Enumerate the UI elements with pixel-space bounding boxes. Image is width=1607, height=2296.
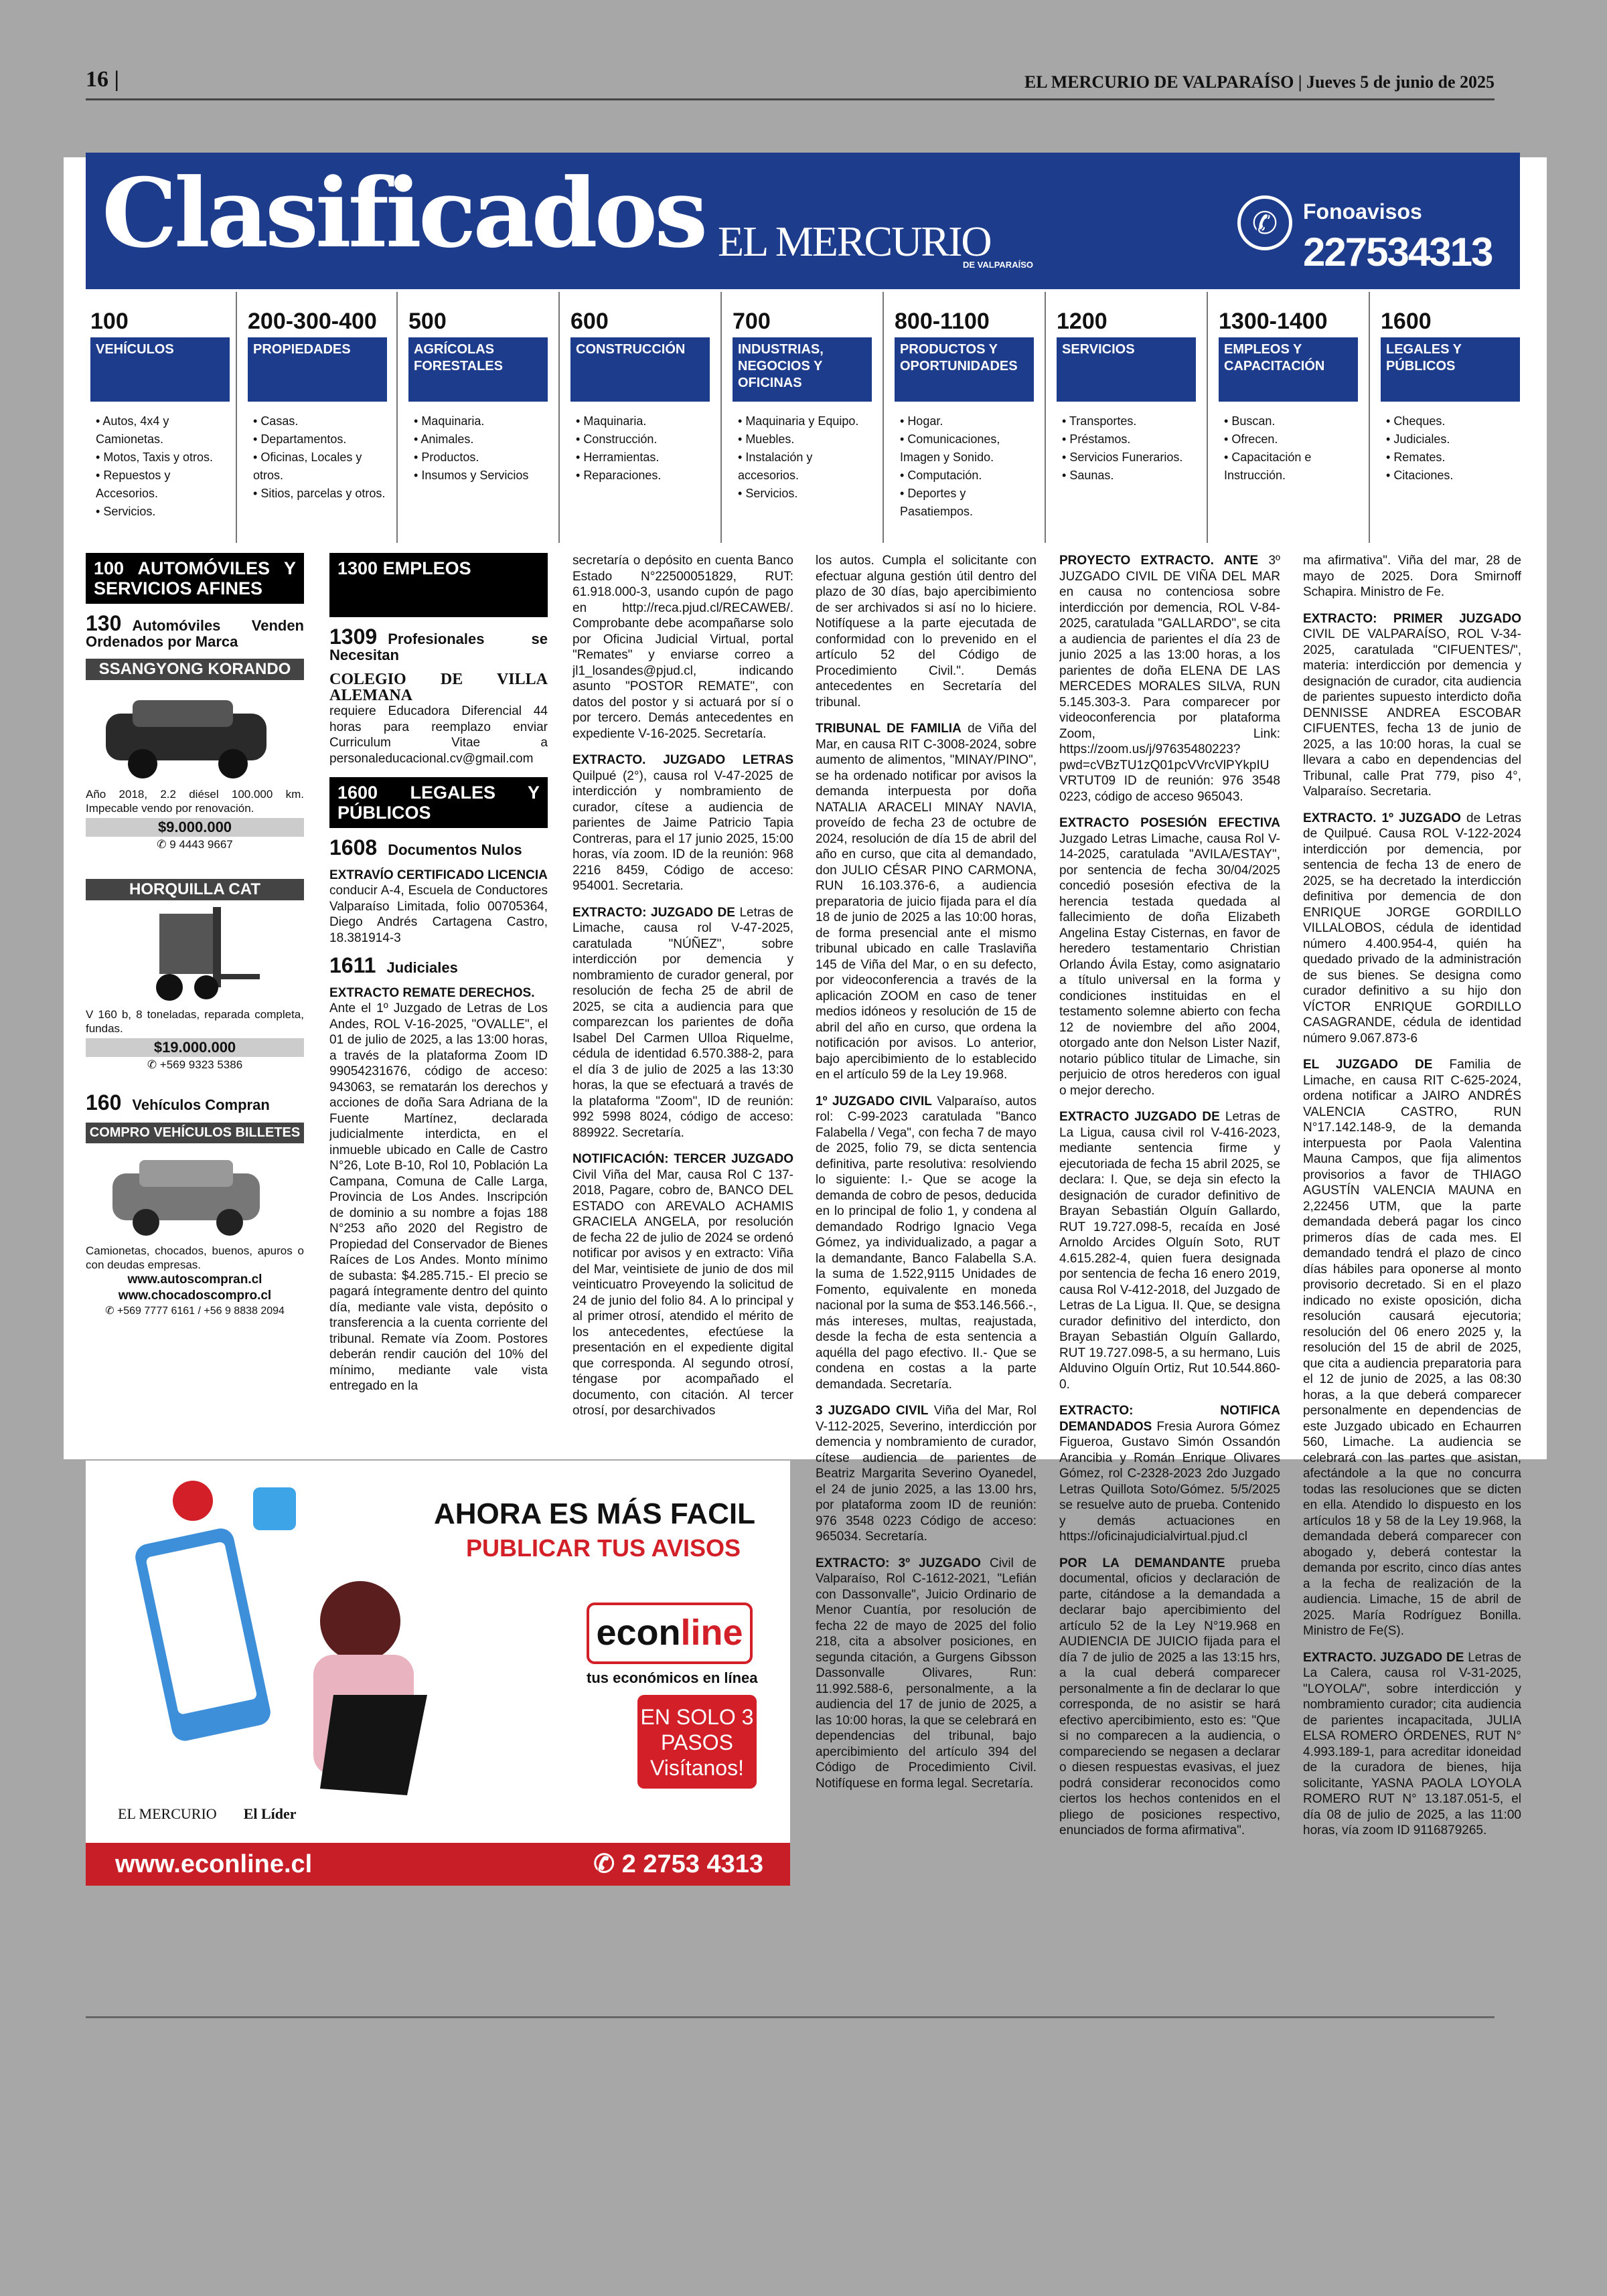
- notice-title: EXTRACTO REMATE DERECHOS.: [329, 985, 535, 1000]
- notice-text: de Letras de Quilpué. Causa ROL V-122-2024 interdicción por demencia, por sentencia de fecha 13 de enero de 2025, se ha decretado la interdicción definitiva por demencia de don ENRIQUE JORGE GORDILLO VILLALOBOS, cédula de identidad número 4.400.954-4, quién ha quedado privado de la administración de sus bienes. Se designa como curador definitivo a su hijo don VÍCTOR ENRIQUE GORDILLO CASAGRANDE, cédula de identidad número 9.067.873-6: [1303, 811, 1521, 1046]
- legal-notice: [816, 721, 1037, 1083]
- notice-text: CIVIL DE VALPARAÍSO, ROL V-34-2025, caratulada "CIFUENTES/", materia: interdicción por demencia y designación de curador, cita audiencia de parientes supuesto interdicto doña DENNISSE ANDREA ESCOBAR CIFUENTES, fecha 13 de junio de 2025, a las 10:00 horas, la cual se llevara a cabo en dependencias del Tribunal, calle Prat 779, piso 4°, Valparaíso. Secretaria.: [1303, 627, 1521, 799]
- ad-title: COLEGIO DE VILLA ALEMANA: [329, 671, 548, 704]
- subsection-1309: 1309 Profesionales se Necesitan: [329, 625, 548, 663]
- category-item: • Servicios.: [738, 485, 872, 503]
- category-number: 1300-1400: [1219, 309, 1328, 334]
- notice-title: EL JUZGADO DE: [1303, 1058, 1433, 1072]
- ad-headline: AHORA ES MÁS FACIL: [434, 1497, 755, 1530]
- category-item: • Maquinaria.: [576, 412, 710, 430]
- category-item: • Transportes.: [1062, 412, 1196, 430]
- ad-subheadline: PUBLICAR TUS AVISOS: [466, 1534, 741, 1562]
- notice-title: EXTRACTO. JUZGADO DE: [1303, 1650, 1464, 1665]
- legal-notice: [816, 553, 1037, 710]
- category-label: LEGALES Y PÚBLICOS: [1381, 337, 1520, 402]
- notice-title: TRIBUNAL DE FAMILIA: [816, 722, 962, 736]
- category-item: • Saunas.: [1062, 467, 1196, 485]
- ad-title: SSANGYONG KORANDO: [86, 659, 304, 680]
- category-600: [570, 308, 710, 542]
- econline-website[interactable]: www.econline.cl: [115, 1850, 313, 1878]
- ad-price: $9.000.000: [86, 818, 304, 837]
- econline-ad: [86, 1461, 790, 1886]
- legal-notice: [1303, 611, 1521, 800]
- ad-website: www.autoscompran.cl: [127, 1273, 262, 1287]
- category-item: • Casas.: [253, 412, 387, 430]
- category-list: [570, 412, 710, 485]
- category-item: • Maquinaria y Equipo.: [738, 412, 872, 430]
- ad-text: Año 2018, 2.2 diésel 100.000 km. Impecable vendo por renovación.: [86, 787, 304, 815]
- category-item: • Préstamos.: [1062, 430, 1196, 448]
- notice-title: 3 JUZGADO CIVIL: [816, 1404, 929, 1418]
- category-item: • Muebles.: [738, 430, 872, 448]
- category-item: • Remates.: [1386, 448, 1520, 467]
- column-divider: [558, 292, 560, 543]
- category-label: CONSTRUCCIÓN: [570, 337, 710, 402]
- suv-photo: [86, 1143, 304, 1244]
- ad-colegio: [329, 672, 548, 766]
- notice-title: NOTIFICACIÓN: TERCER JUZGADO: [572, 1152, 793, 1166]
- category-item: • Comunicaciones, Imagen y Sonido.: [900, 430, 1034, 467]
- category-number: 1600: [1381, 309, 1432, 334]
- notice-text: ma afirmativa". Viña del mar, 28 de mayo de 2025. Dora Smirnoff Schapira. Ministro de Fe.: [1303, 554, 1521, 599]
- category-item: • Instalación y accesorios.: [738, 448, 872, 485]
- column-divider: [720, 292, 722, 543]
- subsection-1611: 1611 Judiciales: [329, 953, 458, 977]
- ad-text: Camionetas, chocados, buenos, apuros o con deudas empresas.: [86, 1244, 304, 1271]
- category-800-1100: [895, 308, 1034, 542]
- folio-date: EL MERCURIO DE VALPARAÍSO | Jueves 5 de junio de 2025: [1024, 72, 1495, 92]
- notice-title: EXTRACTO JUZGADO DE: [1059, 1110, 1220, 1124]
- category-label: SERVICIOS: [1057, 337, 1196, 402]
- notice-title: 1º JUZGADO CIVIL: [816, 1094, 932, 1109]
- category-item: • Deportes y Pasatiempos.: [900, 485, 1034, 521]
- notice-title: POR LA DEMANDANTE: [1059, 1556, 1225, 1570]
- category-item: • Servicios.: [96, 503, 230, 521]
- ad-title: HORQUILLA CAT: [86, 879, 304, 900]
- notice-text: secretaría o depósito en cuenta Banco Estado N°22500051829, RUT: 61.918.000-3, usando cupón de pago en http://reca.pjud.cl/RECAWEB/. Comprobante debe acompañarse solo por Oficina Judicial Virtual, portal "Remates" y enviarse correo a jl1_losandes@pjud.cl, indicando asunto "POSTOR REMATE", con datos del postor y si actuará por sí o por tercero. Demás antecedentes en expediente V-16-2025. Secretaría.: [572, 554, 793, 741]
- notice-text: Civil Viña del Mar, causa Rol C 137-2018, Pagare, cobro de, BANCO DEL ESTADO con AREVALO ACHAMIS GRACIELA ANGELA, por resolución de fecha 22 de julio de 2024 se ordenó notificar por avisos y en extracto: Viña del Mar, veintisiete de junio de dos mil veinticuatro Proveyendo la solicitud de 24 de junio del folio 84. A lo principal y al primer otrosí, atendido el mérito de los antecedentes, efectúese la presentación en el expediente digital que corresponda. Al segundo otrosí, téngase por acompañado el documento, con citación. Al tercer otrosí, por desarchivados: [572, 1167, 793, 1418]
- column-vehicles: [86, 553, 304, 1457]
- ad-phone: ✆ +569 9323 5386: [147, 1058, 243, 1071]
- category-label: PROPIEDADES: [248, 337, 387, 402]
- category-label: INDUSTRIAS, NEGOCIOS Y OFICINAS: [733, 337, 872, 402]
- notice-title: EXTRACTO POSESIÓN EFECTIVA: [1059, 816, 1280, 830]
- category-item: • Oficinas, Locales y otros.: [253, 448, 387, 485]
- notice-title: EXTRAVÍO CERTIFICADO LICENCIA: [329, 868, 548, 882]
- category-list: [733, 412, 872, 503]
- notice-text: Letras de La Ligua, causa civil rol V-416-2023, mediante sentencia firme y ejecutoriada de fecha 15 abril 2025, se declara: I. Que, se deja sin efecto la designación de curador definitivo de Brayan Sebastián Olguín Gallardo, RUT 19.727.098-5, recaída en José Arnoldo Arcides Olguín Soto, RUT 4.615.282-4, quien fuera designada por sentencia de fecha 16 enero 2019, causa Rol V-412-2018, del Juzgado de Letras de La Ligua. II. Que, se designa curador definitivo del interdicto, don Brayan Sebastián Olguín Gallardo, RUT 19.727.098-5, a su hermano, Luis Alduvino Olguín Ortiz, Rut 10.544.860-0.: [1059, 1110, 1280, 1392]
- category-item: • Autos, 4x4 y Camionetas.: [96, 412, 230, 448]
- category-number: 100: [90, 309, 129, 334]
- category-item: • Judiciales.: [1386, 430, 1520, 448]
- legal-notice: [1303, 1650, 1521, 1839]
- category-label: EMPLEOS Y CAPACITACIÓN: [1219, 337, 1358, 402]
- category-list: [1381, 412, 1520, 485]
- notice-text: prueba documental, oficios y declaración de parte, citándose a la demandada a declarar bajo apercibimiento del artículo 52 de la Ley N°19.968 en AUDIENCIA DE JUICIO fijada para el día 7 de julio de 2025 a las 13:15 hrs, a la cual deberá comparecer personalmente a fin de declarar lo que corresponda, de no asistir se hará efectivo apercibimiento, esto es: "Que si no comparecen a la audiencia, o compareciendo se negasen a declarar o diesen respuestas evasivas, el juez podrá considerar reconocidos como ciertos los hechos contenidos en el pliego de posiciones respectivo, enunciados de forma afirmativa".: [1059, 1556, 1280, 1837]
- category-item: • Sitios, parcelas y otros.: [253, 485, 387, 503]
- notice-title: EXTRACTO. 1º JUZGADO: [1303, 811, 1461, 825]
- category-label: PRODUCTOS Y OPORTUNIDADES: [895, 337, 1034, 402]
- category-700: [733, 308, 872, 542]
- column-empleos: [329, 553, 548, 1457]
- notice-text: Juzgado Letras Limache, causa Rol V-14-2025, caratulada "AVILA/ESTAY", por sentencia de fecha 30/04/2025 concedió posesión efectiva de la herencia testada quedada al fallecimiento de doña Elizabeth Angelina Estay Cisternas, en favor de heredero testamentario Christian Orlando Ávila Estay, como asignatario a título universal en la forma y condiciones instituidas en el testamento solemne abierto con fecha 12 de noviembre del año 2004, otorgado ante don Nelson Lister Nazif, notario público titular de Limache, sin perjuicio de otros herederos con igual o mejor derecho.: [1059, 831, 1280, 1098]
- column-divider: [1045, 292, 1046, 543]
- classifieds-banner: [86, 153, 1520, 289]
- legal-notice: [1303, 811, 1521, 1047]
- category-item: • Cheques.: [1386, 412, 1520, 430]
- ad-compro: [86, 1123, 304, 1319]
- column-divider: [1207, 292, 1208, 543]
- section-title: Clasificados: [102, 158, 705, 269]
- category-100: [90, 308, 230, 542]
- ad-text: V 160 b, 8 toneladas, reparada completa, fundas.: [86, 1007, 304, 1035]
- category-item: • Hogar.: [900, 412, 1034, 430]
- notice-title: PROYECTO EXTRACTO. ANTE: [1059, 554, 1259, 568]
- category-200-300-400: [248, 308, 387, 542]
- category-item: • Motos, Taxis y otros.: [96, 448, 230, 467]
- column-divider: [883, 292, 884, 543]
- category-list: [248, 412, 387, 503]
- ad-phone: ✆ 9 4443 9667: [157, 837, 233, 851]
- notice-title: EXTRACTO: PRIMER JUZGADO: [1303, 611, 1521, 626]
- legal-notice: [816, 1556, 1037, 1792]
- legal-notice: [1059, 1109, 1280, 1392]
- ad-text: requiere Educadora Diferencial 44 horas para reemplazo enviar Curriculum Vitae a personaleducacional.cv@gmail.com: [329, 704, 548, 766]
- category-item: • Repuestos y Accesorios.: [96, 467, 230, 503]
- category-item: • Animales.: [414, 430, 548, 448]
- category-item: • Computación.: [900, 467, 1034, 485]
- notice-text: Letras de La Calera, causa rol V-31-2025, "LOYOLA/", sobre interdicción y nombramiento curador; cita audiencia de parientes incapacitada, JULIA ELSA ROMERO ÓRDENES, RUT N° 4.993.189-1, para acreditar idoneidad de la curadora de bienes, hija solicitante, YASNA PAOLA LOYOLA ROMERO RUT N° 13.187.051-5, el día 08 de julio de 2025, a las 11:00 horas, vía zoom ID 9116879265.: [1303, 1650, 1521, 1837]
- category-number: 700: [733, 309, 771, 334]
- category-item: • Maquinaria.: [414, 412, 548, 430]
- category-item: • Herramientas.: [576, 448, 710, 467]
- category-1300-1400: [1219, 308, 1358, 542]
- page-number: 16 |: [86, 67, 119, 92]
- column-legal-3: [572, 553, 793, 1457]
- legal-notice: [1059, 553, 1280, 805]
- car-photo: [86, 680, 304, 787]
- category-item: • Citaciones.: [1386, 467, 1520, 485]
- category-list: [90, 412, 230, 521]
- fonoavisos-label: Fonoavisos: [1303, 199, 1422, 224]
- ad-ssangyong: [86, 659, 304, 852]
- legal-notice: [572, 1151, 793, 1419]
- category-number: 500: [408, 309, 447, 334]
- category-item: • Buscan.: [1224, 412, 1358, 430]
- category-list: [408, 412, 548, 485]
- notice-title: EXTRACTO: NOTIFICA DEMANDADOS: [1059, 1404, 1280, 1434]
- econline-tagline: tus económicos en línea: [587, 1669, 758, 1686]
- legal-notice: [572, 553, 793, 742]
- ad-website: www.chocadoscompro.cl: [118, 1288, 272, 1303]
- notice-text: 3º JUZGADO CIVIL DE VIÑA DEL MAR en causa no contenciosa sobre interdicción por demencia, ROL V-84-2025, caratulada "GALLARDO", se cita a audiencia de parientes el día 23 de junio 2025 a las 13:00 horas, a los parientes de doña ELENA DE LAS MERCEDES MORALES SILVA, RUN 5.145.303-3. Para comparecer por videoconferencia por plataforma Zoom, Link: https://zoom.us/j/97635480223?pwd=cVBzTU1zQ01pcVVrcVlPYkpIU VRTUT09 ID de reunión: 976 3548 0223, código de acceso 965043.: [1059, 554, 1280, 804]
- category-item: • Capacitación e Instrucción.: [1224, 448, 1358, 485]
- subsection-130: 130 Automóviles Venden Ordenados por Marca: [86, 611, 304, 650]
- notice-text: Ante el 1º Juzgado de Letras de Los Andes, ROL V-16-2025, "OVALLE", el 01 de julio de 2025, a las 13:00 horas, a través de la plataforma Zoom ID 99054231676, código de acceso: 943063, se rematarán los derechos y acciones de doña Sara Adriana de la Fuente Martínez, declarada judicialmente interdicta, en el inmueble ubicado en Calle de Castro N°26, Lote B-10, Rol 10, Población La Campana, Comuna de Calle Larga, Provincia de Los Andes. Inscripción de dominio a su nombre a fojas 188 N°253 año 2020 del Registro de Propiedad del Conservador de Bienes Raíces de Los Andes. Monto mínimo de subasta: $4.285.715.- El precio se pagará íntegramente dentro del quinto día, mediante vale vista, depósito o transferencia a la cuenta corriente del tribunal. Remate vía Zoom. Postores deberán rendir caución del 10% del mínimo, mediante vale vista entregado en la: [329, 1001, 548, 1393]
- forklift-photo: [86, 900, 304, 1007]
- category-500: [408, 308, 548, 542]
- ad-price: $19.000.000: [86, 1038, 304, 1057]
- legal-notice: [572, 752, 793, 894]
- legal-notice: [816, 1094, 1037, 1393]
- bottom-rule: [86, 2016, 1495, 2018]
- brand-logo: EL MERCURIO: [718, 218, 991, 265]
- category-1600: [1381, 308, 1520, 542]
- category-item: • Servicios Funerarios.: [1062, 448, 1196, 467]
- column-legal-6: [1303, 553, 1521, 1892]
- notice-text: Civil de Valparaíso, Rol C-1612-2021, "Lefián con Dassonvalle", Juicio Ordinario de Menor Cuantía, por resolución de fecha 22 de mayo de 2025 del folio 218, cita a absolver posiciones, en segunda citación, a Gurgens Gibsson Dassonvalle Olivares, Run: 11.992.588-6, personalmente, a la audiencia del 17 de junio de 2025, a las 10:00 horas, la que se celebrará en dependencias del tribunal, bajo apercibimiento del artículo 394 del Código de Procedimiento Civil. Notifíquese en forma legal. Secretaría.: [816, 1556, 1037, 1791]
- category-list: [895, 412, 1034, 521]
- partner-logos: EL MERCURIO El Líder: [118, 1805, 297, 1822]
- category-item: • Insumos y Servicios: [414, 467, 548, 485]
- legal-notice: [1059, 815, 1280, 1098]
- column-legal-4: [816, 553, 1037, 1892]
- notice-text: Viña del Mar, Rol V-112-2025, Severino, interdicción por demencia y nombramiento de curador, cítese audiencia de parientes de Beatriz Margarita Severino Oyanedel, el 24 de junio 2025, a las 13.00 hrs, por plataforma zoom ID de reunión: 976 3548 0223 Código de acceso: 965034. Secretaría.: [816, 1404, 1037, 1544]
- notice-text: Valparaíso, autos rol: C-99-2023 caratulada "Banco Falabella / Vega", con fecha 7 de mayo de 2025, folio 79, se dicta sentencia definitiva, parte resolutiva: resolviendo lo siguiente: I.- Que se acoge la demanda de cobro de pesos, deducida en lo principal de folio 1, y condena al demandado Rodrigo Ignacio Vega Gómez, ya individualizado, a pagar a la demandante, Banco Falabella S.A. la suma de 1.522,9115 Unidades de Fomento, equivalente en moneda nacional por la suma de $53.146.566.-, más intereses, multas, reajustada, desde la fecha de esta sentencia a aquélla del pago efectivo. II.- Que se condena en costas a la parte demandada. Secretaría.: [816, 1094, 1037, 1392]
- econline-logo: econline: [587, 1603, 753, 1664]
- steps-badge: EN SOLO 3 PASOS Visítanos!: [637, 1695, 757, 1789]
- category-item: • Departamentos.: [253, 430, 387, 448]
- notice-text: los autos. Cumpla el solicitante con efectuar alguna gestión útil dentro del plazo de 30 días, bajo apercibimiento de ser archivados si así no lo hiciere. Notifíquese a la parte ejecutada de conformidad con lo prevenido en el artículo 52 del Código de Procedimiento Civil.". Demás antecedentes en Secretaría del tribunal.: [816, 554, 1037, 710]
- category-number: 800-1100: [895, 309, 990, 334]
- column-divider: [1369, 292, 1370, 543]
- ad-phone: ✆ +569 7777 6161 / +56 9 8838 2094: [105, 1305, 285, 1317]
- folio-bar: [86, 64, 1495, 100]
- category-number: 200-300-400: [248, 309, 377, 334]
- legal-notice: [572, 905, 793, 1141]
- category-label: VEHÍCULOS: [90, 337, 230, 402]
- category-item: • Ofrecen.: [1224, 430, 1358, 448]
- legal-notice: [1059, 1556, 1280, 1839]
- section-header-legales: 1600 LEGALES Y PÚBLICOS: [329, 777, 548, 828]
- legal-notice: [1303, 553, 1521, 600]
- econline-phone: ✆ 2 2753 4313: [593, 1850, 763, 1878]
- legal-notice: [816, 1403, 1037, 1545]
- subsection-160: 160 Vehículos Compran: [86, 1090, 270, 1115]
- fonoavisos-number: 227534313: [1303, 230, 1493, 274]
- phone-illustration: [112, 1474, 447, 1822]
- ad-horquilla: [86, 879, 304, 1072]
- category-item: • Construcción.: [576, 430, 710, 448]
- category-list: [1219, 412, 1358, 485]
- notice-title: EXTRACTO. JUZGADO LETRAS: [572, 753, 793, 767]
- section-header-empleos: 1300 EMPLEOS: [329, 553, 548, 617]
- notice-text: Letras de Limache, causa rol V-47-2025, caratulada "NÚÑEZ", sobre interdicción por demencia y nombramiento de curador general, por resolución de fecha 25 de abril de 2025, se cita a audiencia para que comparezcan los parientes de doña Isabel Del Carmen Ulloa Riquelme, cédula de identidad 6.570.388-2, para el día 3 de julio de 2025 a las 13:30 horas, la que se efectuará a través de la plataforma "Zoom", ID de reunión: 992 5998 8024, código de acceso: 889922. Secretaría.: [572, 905, 793, 1140]
- category-list: [1057, 412, 1196, 485]
- brand-sub: DE VALPARAÍSO: [963, 260, 1033, 270]
- category-1200: [1057, 308, 1196, 542]
- ad-title: COMPRO VEHÍCULOS BILLETES: [86, 1123, 304, 1144]
- category-label: AGRÍCOLAS FORESTALES: [408, 337, 548, 402]
- notice-title: EXTRACTO: JUZGADO DE: [572, 905, 735, 920]
- column-divider: [396, 292, 398, 543]
- notice-text: Quilpué (2°), causa rol V-47-2025 de interdicción y nombramiento de curador, cítese a audiencia de parientes de Jaime Patricio Tapia Contreras, para el 17 junio 2025, 15:00 horas, vía zoom. ID de la reunión: 968 2216 8459, Código de acceso: 954001. Secretaria.: [572, 768, 793, 893]
- phone-icon: ✆: [1237, 195, 1292, 250]
- notice-extravio: [329, 868, 548, 947]
- category-item: • Reparaciones.: [576, 467, 710, 485]
- category-item: • Productos.: [414, 448, 548, 467]
- legal-notice: [1303, 1057, 1521, 1639]
- section-header-vehicles: 100 AUTOMÓVILES Y SERVICIOS AFINES: [86, 553, 304, 604]
- notice-text: de Viña del Mar, en causa RIT C-3008-2024, sobre aumento de alimentos, "MINAY/PINO", se ha ordenado notificar por avisos la demanda interpuesta por doña NATALIA ARACELI MINAY NAVIA, proveído de fecha 23 de octubre de 2024, resolución de día 15 de abril del año en curso, que cita al demandado, don JULIO CÉSAR PINO CARMONA, RUN 16.103.376-6, a audiencia preparatoria de juicio fijada para el día 18 de junio de 2025 a las 10:00 horas, de forma presencial ante el mismo tribunal ubicado en calle Traslaviña 145 de Viña del Mar, o en su defecto, por videoconferencia a través de la aplicación ZOOM en caso de tener medios idóneos y resolución de 15 de abril del año en curso, que ordena la notificación por avisos. Lo anterior, bajo apercibimiento de lo establecido en el artículo 59 de la Ley 19.968.: [816, 722, 1037, 1082]
- subsection-1608: 1608 Documentos Nulos: [329, 835, 522, 859]
- notice-text: Fresia Aurora Gómez Figueroa, Gustavo Simón Ossandón Arancibia y Román Enrique Olivares Gómez, rol C-2328-2023 2do Juzgado Letras Quillota Soto/Gómez. 5/5/2025 se resuelve auto de prueba. Contenido y demás actuaciones en https://oficinajudicialvirtual.pjud.cl: [1059, 1419, 1280, 1544]
- notice-text: Familia de Limache, en causa RIT C-625-2024, ordena notificar a JAIRO ANDRÉS VALENCIA CASTRO, RUN N°17.142.148-9, de la demanda interpuesta por Paola Valentina Mauna Campos, que fija alimentos provisorios a favor de THIAGO AGUSTÍN VALENCIA MAUNA en 2,22456 UTM, que la parte demandada deberá pagar los cinco primeros días de cada mes. El demandado tendrá el plazo de cinco días hábiles para oponerse al monto provisorio decretado. Si en el plazo indicado no existe oposición, dicha resolución causará ejecutoria; resolución del 06 enero 2025 y, la resolución del 15 de abril de 2025, que cita a audiencia preparatoria para el 12 de junio de 2025, a las 08:30 horas, a la que deberá comparecer personalmente en dependencias de este Juzgado ubicado en Echaurren 560, Limache. La audiencia se celebrará con las partes que asistan, afectándole a la que no concurra todas las resoluciones que se dicten en ella. Atendido lo dispuesto en los artículos 18 y 58 de la Ley 19.968, la demandada deberá comparecer con abogado y, deberá contestar la demanda por escrito, cinco días antes a la fecha de realización de la audiencia. Limache, 15 de abril de 2025. María Rodríguez Bonilla. Ministro de Fe(S).: [1303, 1058, 1521, 1638]
- legal-notice: [1059, 1403, 1280, 1545]
- notice-remate: [329, 985, 548, 1394]
- notice-text: conducir A-4, Escuela de Conductores Valparaíso Limitada, folio 00705364, Diego Andrés Cartagena Castro, 18.381914-3: [329, 884, 548, 945]
- notice-title: EXTRACTO: 3º JUZGADO: [816, 1556, 981, 1570]
- category-number: 600: [570, 309, 609, 334]
- category-number: 1200: [1057, 309, 1107, 334]
- column-divider: [236, 292, 237, 543]
- ad-footer: [86, 1843, 790, 1886]
- column-legal-5: [1059, 553, 1280, 1892]
